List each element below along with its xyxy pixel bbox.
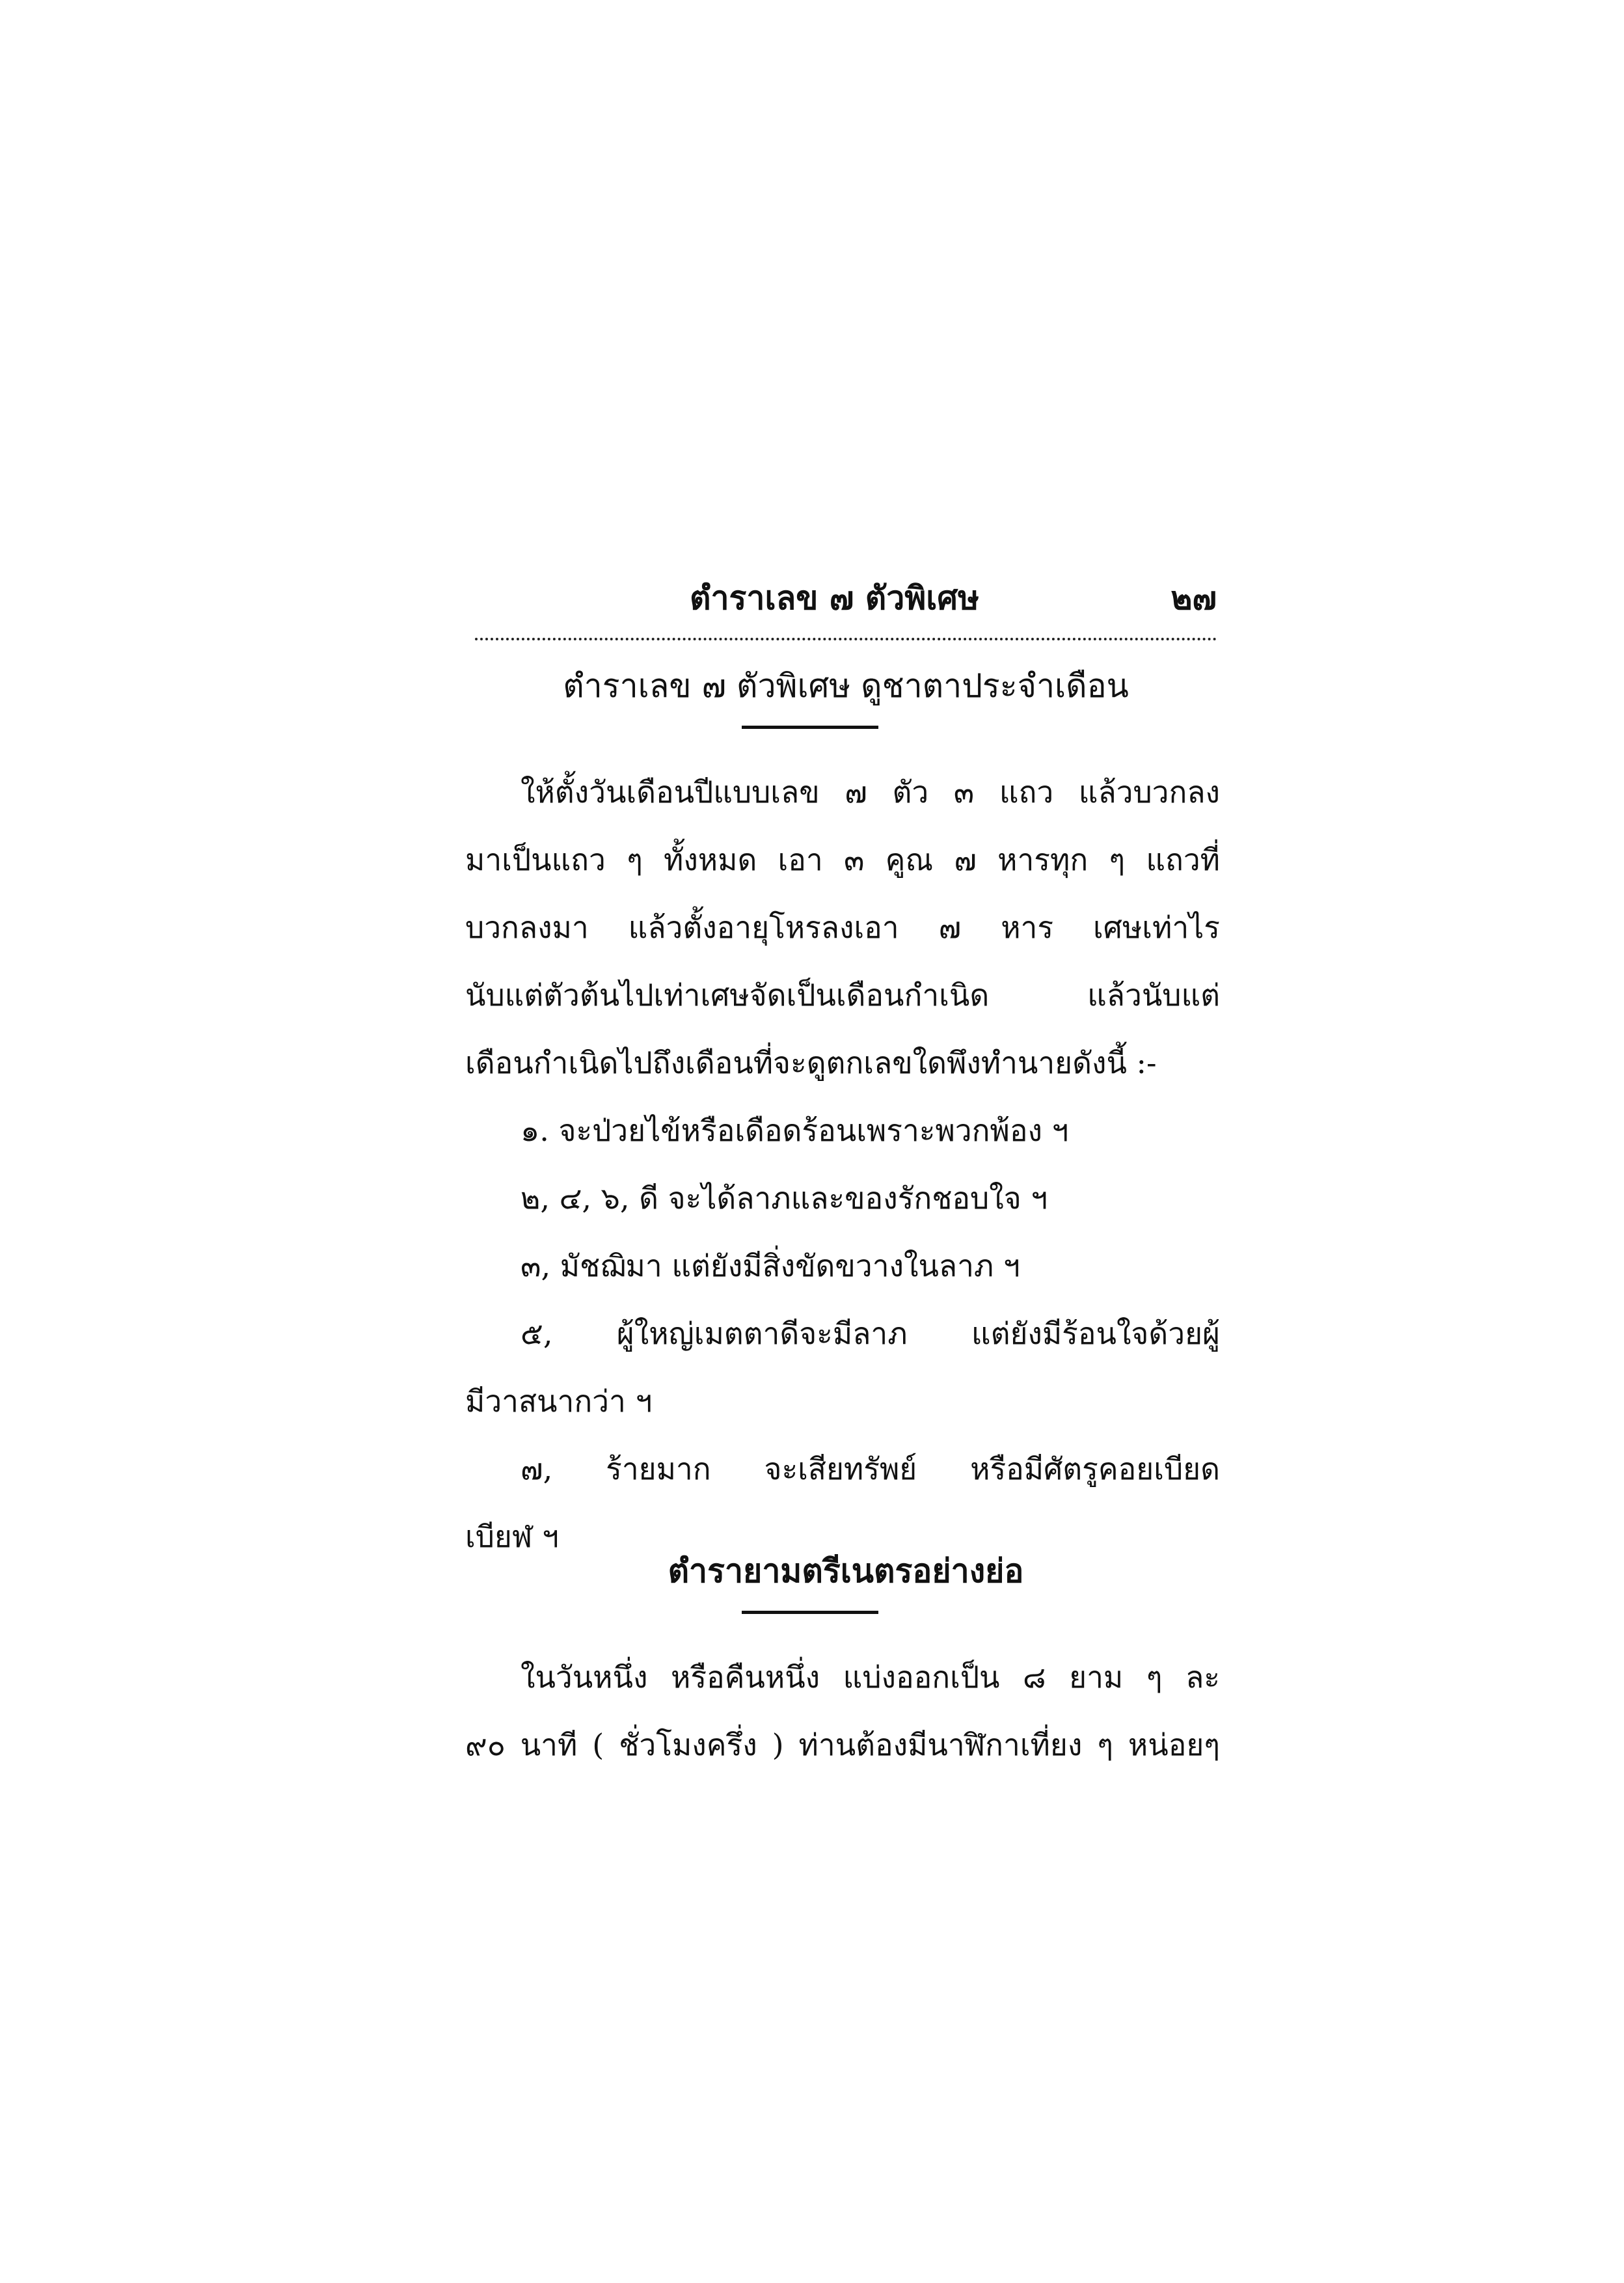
list-item: ๗, ร้ายมาก จะเสียทรัพย์ หรือมีศัตรูคอยเบียด	[521, 1451, 1220, 1486]
list-item: ๓, มัชฌิมา แต่ยังมีสิ่งขัดขวางในลาภ ฯ	[521, 1248, 1020, 1283]
header-dotted-rule	[475, 638, 1217, 640]
section-body-trinetra-watches	[465, 1643, 1220, 1779]
section-body-seven-digit-formula	[465, 758, 1220, 1570]
list-item-continuation: มีวาสนากว่า ฯ	[465, 1384, 653, 1419]
paragraph-line: นับแต่ตัวต้นไปเท่าเศษจัดเป็นเดือนกำเนิด แล้วนับแต่	[465, 977, 1220, 1013]
paragraph-line: มาเป็นแถว ๆ ทั้งหมด เอา ๓ คูณ ๗ หารทุก ๆ แถวที่	[465, 842, 1220, 877]
paragraph-line: ในวันหนึ่ง หรือคืนหนึ่ง แบ่งออกเป็น ๘ ยาม ๆ ละ	[521, 1660, 1220, 1695]
list-item: ๑. จะป่วยไข้หรือเดือดร้อนเพราะพวกพ้อง ฯ	[521, 1113, 1069, 1148]
paragraph-line: บวกลงมา แล้วตั้งอายุโหรลงเอา ๗ หาร เศษเท่าไร	[465, 910, 1220, 945]
heading-underline	[742, 1611, 878, 1614]
section-heading-seven-digit-formula: ตำราเลข ๗ ตัวพิเศษ ดูชาตาประจำเดือน	[563, 667, 1129, 705]
list-item-continuation: เบียฬ ฯ	[465, 1519, 559, 1554]
list-item: ๒, ๔, ๖, ดี จะได้ลาภและของรักชอบใจ ฯ	[521, 1181, 1048, 1216]
section-heading-trinetra-watches: ตำรายามตรีเนตรอย่างย่อ	[668, 1552, 1024, 1590]
page-number: ๒๗	[1171, 579, 1217, 617]
paragraph-line: เดือนกำเนิดไปถึงเดือนที่จะดูตกเลขใดพึงทำนายดังนี้ :-	[465, 1045, 1157, 1080]
paragraph-line: ให้ตั้งวันเดือนปีแบบเลข ๗ ตัว ๓ แถว แล้วบวกลง	[521, 774, 1220, 810]
list-item: ๕, ผู้ใหญ่เมตตาดีจะมีลาภ แต่ยังมีร้อนใจด้วยผู้	[521, 1316, 1220, 1351]
heading-underline	[742, 726, 878, 729]
paragraph-line: ๙๐ นาที ( ชั่วโมงครึ่ง ) ท่านต้องมีนาฬิกาเที่ยง ๆ หน่อยๆ	[465, 1727, 1220, 1762]
running-header	[475, 573, 1217, 625]
running-title: ตำราเลข ๗ ตัวพิเศษ	[690, 579, 980, 617]
